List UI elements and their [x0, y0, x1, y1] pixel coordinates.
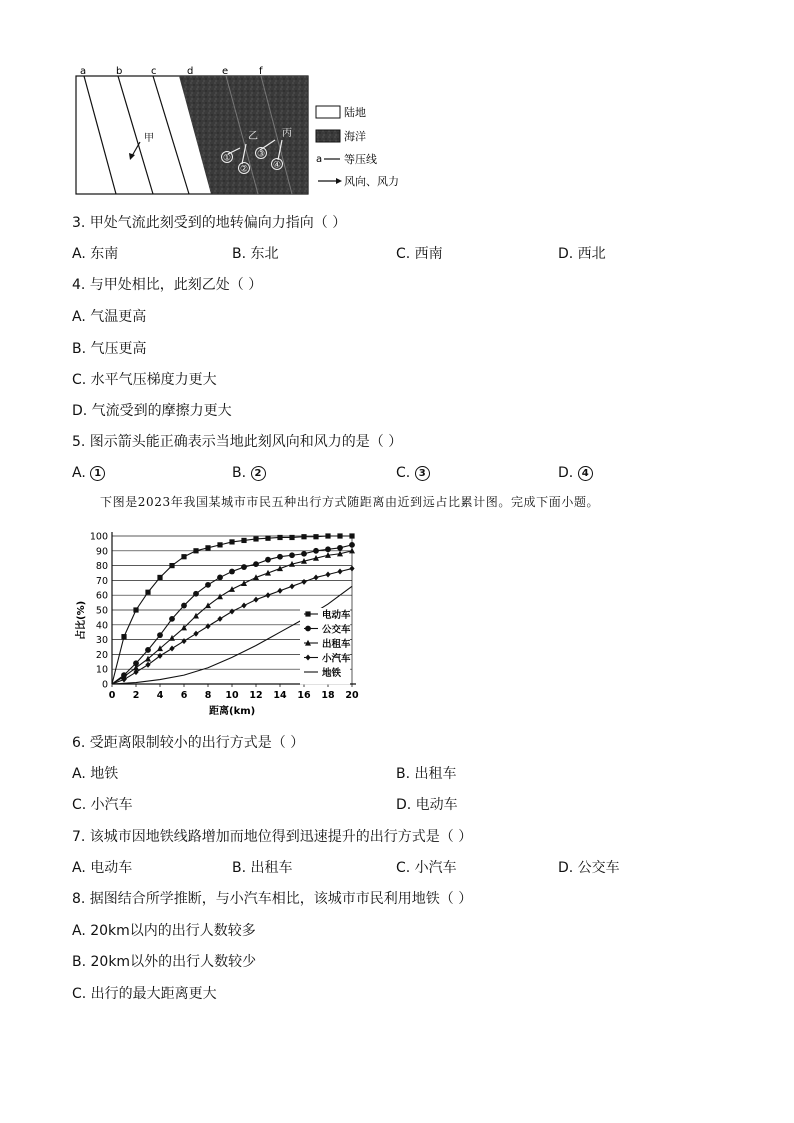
question-5-stem: 5. 图示箭头能正确表示当地此刻风向和风力的是（ ）: [72, 434, 403, 450]
y-tick-label-20: 20: [95, 649, 108, 661]
q5-option-b-prefix: B.: [232, 465, 247, 481]
series-4-point-19: [337, 569, 342, 575]
series-4-point-14: [277, 588, 282, 594]
series-4-point-6: [181, 638, 186, 644]
series-1-point-20: [349, 533, 354, 538]
question-7-stem: 7. 该城市因地铁线路增加而地位得到迅速提升的出行方式是（ ）: [72, 829, 473, 845]
question-4-stem: 4. 与甲处相比，此刻乙处（ ）: [72, 277, 263, 293]
chart-legend: [300, 608, 351, 685]
question-3-stem: 3. 甲处气流此刻受到的地转偏向力指向（ ）: [72, 215, 347, 231]
question-6-stem: 6. 受距离限制较小的出行方式是（ ）: [72, 735, 305, 751]
chart-intro-text: 下图是2023年我国某城市市民五种出行方式随距离由近到远占比累计图。完成下面小题。: [100, 495, 600, 509]
series-4-point-13: [265, 592, 270, 598]
arrow-label-2: ②: [240, 164, 249, 175]
series-3-point-11: [241, 580, 247, 586]
legend-label-3: 出租车: [322, 639, 351, 650]
point-jia-label: 甲: [144, 133, 154, 144]
q5-option-a-mark: 1: [90, 466, 105, 481]
q3-option-d[interactable]: D. 西北: [558, 246, 606, 262]
arrow-label-3: ③: [257, 149, 266, 160]
chart-x-axis-label: 距离(km): [209, 706, 256, 717]
legend-land-swatch: [316, 106, 340, 118]
series-4-point-9: [217, 616, 222, 622]
q5-option-d-mark: 4: [578, 466, 593, 481]
series-2-point-18: [325, 546, 331, 552]
question-8-stem: 8. 据图结合所学推断，与小汽车相比，该城市市民利用地铁（ ）: [72, 891, 473, 907]
legend-ocean-swatch: [316, 130, 340, 142]
isobar-label-e: e: [222, 66, 229, 77]
series-2-point-10: [229, 569, 235, 575]
y-tick-label-50: 50: [95, 605, 108, 617]
series-2-point-4: [157, 632, 163, 638]
q5-option-c[interactable]: [396, 464, 430, 482]
q5-option-c-mark: 3: [415, 466, 430, 481]
series-2-point-3: [145, 647, 151, 653]
series-4-point-10: [229, 608, 234, 614]
y-tick-label-10: 10: [95, 664, 108, 676]
x-tick-label-8: 8: [204, 690, 212, 701]
q3-option-b[interactable]: B. 东北: [232, 246, 279, 262]
series-2-point-20: [349, 542, 355, 548]
q8-option-a[interactable]: A. 20km以内的出行人数较多: [72, 923, 256, 939]
q5-option-a[interactable]: [72, 464, 105, 482]
isobar-label-b: b: [116, 66, 123, 77]
q7-option-c[interactable]: C. 小汽车: [396, 860, 457, 876]
series-4-point-12: [253, 597, 258, 603]
legend-marker-2: [305, 626, 311, 632]
series-4-point-16: [301, 579, 306, 585]
series-1-point-19: [337, 533, 342, 538]
travel-share-chart: [72, 522, 372, 722]
q8-option-c[interactable]: C. 出行的最大距离更大: [72, 986, 217, 1002]
legend-isobar-prefix: a: [316, 154, 323, 165]
q4-option-c[interactable]: C. 水平气压梯度力更大: [72, 372, 217, 388]
q3-option-c[interactable]: C. 西南: [396, 246, 443, 262]
x-tick-label-2: 2: [132, 690, 140, 701]
q5-option-a-prefix: A.: [72, 465, 86, 481]
q7-option-b[interactable]: B. 出租车: [232, 860, 293, 876]
isobar-label-a: a: [80, 66, 87, 77]
x-tick-label-0: 0: [108, 690, 116, 701]
series-2-point-12: [253, 561, 259, 567]
legend-label-2: 公交车: [322, 624, 351, 636]
isobar-map-svg: [70, 64, 400, 199]
series-4-point-5: [169, 645, 174, 651]
q6-option-a[interactable]: A. 地铁: [72, 766, 119, 782]
series-1-point-18: [325, 533, 330, 538]
arrow-label-1: ①: [223, 153, 232, 164]
series-4-point-8: [205, 623, 210, 629]
x-tick-label-4: 4: [156, 690, 164, 701]
series-1-point-9: [217, 542, 222, 547]
series-2-point-11: [241, 564, 247, 570]
arrow-label-4: ④: [273, 160, 282, 171]
series-1-point-17: [313, 534, 318, 539]
isobar-label-d: d: [187, 66, 194, 77]
point-yi-label: 乙: [248, 131, 258, 142]
series-2-point-17: [313, 548, 319, 554]
series-1-point-14: [277, 535, 282, 540]
series-2-point-16: [301, 551, 307, 557]
point-bing-label: 丙: [282, 128, 292, 139]
x-tick-label-16: 16: [297, 690, 311, 701]
y-tick-label-0: 0: [101, 679, 108, 691]
series-4-point-17: [313, 574, 318, 580]
series-2-point-14: [277, 554, 283, 560]
q6-option-d[interactable]: D. 电动车: [396, 797, 458, 813]
isobar-map-figure: [70, 64, 400, 199]
x-tick-label-14: 14: [273, 690, 287, 701]
series-1-point-2: [133, 607, 138, 612]
series-1-point-1: [121, 634, 126, 639]
series-4-point-11: [241, 603, 246, 609]
x-tick-label-10: 10: [225, 690, 239, 701]
legend-wind-label: 风向、风力: [344, 175, 399, 188]
x-tick-label-6: 6: [180, 690, 188, 701]
y-tick-label-80: 80: [95, 561, 108, 573]
series-4-point-4: [157, 653, 162, 659]
chart-y-axis-label: 占比(%): [76, 600, 87, 640]
series-1-point-4: [157, 575, 162, 580]
x-tick-label-18: 18: [321, 690, 335, 701]
q5-option-b-mark: 2: [251, 466, 266, 481]
series-4-point-18: [325, 571, 330, 577]
series-2-point-8: [205, 582, 211, 588]
series-2-point-15: [289, 552, 295, 558]
series-1-point-12: [253, 536, 258, 541]
q3-option-a[interactable]: A. 东南: [72, 246, 119, 262]
q6-option-c[interactable]: C. 小汽车: [72, 797, 133, 813]
series-3-point-8: [205, 602, 211, 608]
q8-option-b[interactable]: B. 20km以外的出行人数较少: [72, 954, 257, 970]
y-tick-label-30: 30: [95, 635, 108, 647]
y-tick-label-100: 100: [89, 531, 108, 543]
legend-label-5: 地铁: [322, 668, 342, 679]
y-tick-label-40: 40: [95, 620, 108, 632]
q4-option-a[interactable]: A. 气温更高: [72, 309, 147, 325]
series-1-point-15: [289, 535, 294, 540]
series-1-point-7: [193, 548, 198, 553]
series-4-point-3: [145, 662, 150, 668]
series-4-point-15: [289, 583, 294, 589]
series-1-point-5: [169, 563, 174, 568]
x-tick-label-20: 20: [345, 690, 359, 701]
series-2-point-7: [193, 591, 199, 597]
legend-ocean-label: 海洋: [344, 130, 366, 143]
series-2-point-9: [217, 575, 223, 581]
q7-option-d[interactable]: D. 公交车: [558, 860, 620, 876]
series-1-point-13: [265, 536, 270, 541]
series-4-point-20: [349, 566, 354, 572]
series-1-point-3: [145, 590, 150, 595]
y-tick-label-90: 90: [95, 546, 108, 558]
legend-isobar-label: 等压线: [344, 153, 377, 166]
q4-option-b[interactable]: B. 气压更高: [72, 341, 147, 357]
q5-option-d-prefix: D.: [558, 465, 574, 481]
series-2-point-6: [181, 603, 187, 609]
series-1-point-10: [229, 539, 234, 544]
y-tick-label-60: 60: [95, 590, 108, 602]
series-4-point-7: [193, 631, 198, 637]
q4-option-d[interactable]: D. 气流受到的摩擦力更大: [72, 403, 232, 419]
isobar-label-f: f: [259, 66, 263, 77]
series-2-point-5: [169, 616, 175, 622]
isobar-label-c: c: [151, 66, 157, 77]
x-tick-label-12: 12: [249, 690, 263, 701]
q6-option-b[interactable]: B. 出租车: [396, 766, 457, 782]
q5-option-c-prefix: C.: [396, 465, 411, 481]
legend-label-4: 小汽车: [322, 653, 351, 665]
series-1-point-16: [301, 534, 306, 539]
series-1-point-6: [181, 554, 186, 559]
series-3-point-9: [217, 593, 223, 599]
series-3-point-10: [229, 586, 235, 592]
travel-share-chart-svg: [72, 522, 372, 722]
series-2-point-13: [265, 557, 271, 563]
legend-wind-arrowhead: [336, 178, 342, 184]
q5-option-d[interactable]: [558, 464, 593, 482]
series-1-point-11: [241, 538, 246, 543]
series-2-point-19: [337, 545, 343, 551]
q5-option-b[interactable]: [232, 464, 266, 482]
legend-label-1: 电动车: [322, 610, 351, 621]
y-tick-label-70: 70: [95, 575, 108, 587]
legend-marker-1: [305, 611, 310, 616]
legend-land-label: 陆地: [344, 106, 366, 119]
q7-option-a[interactable]: A. 电动车: [72, 860, 133, 876]
series-1-point-8: [205, 545, 210, 550]
